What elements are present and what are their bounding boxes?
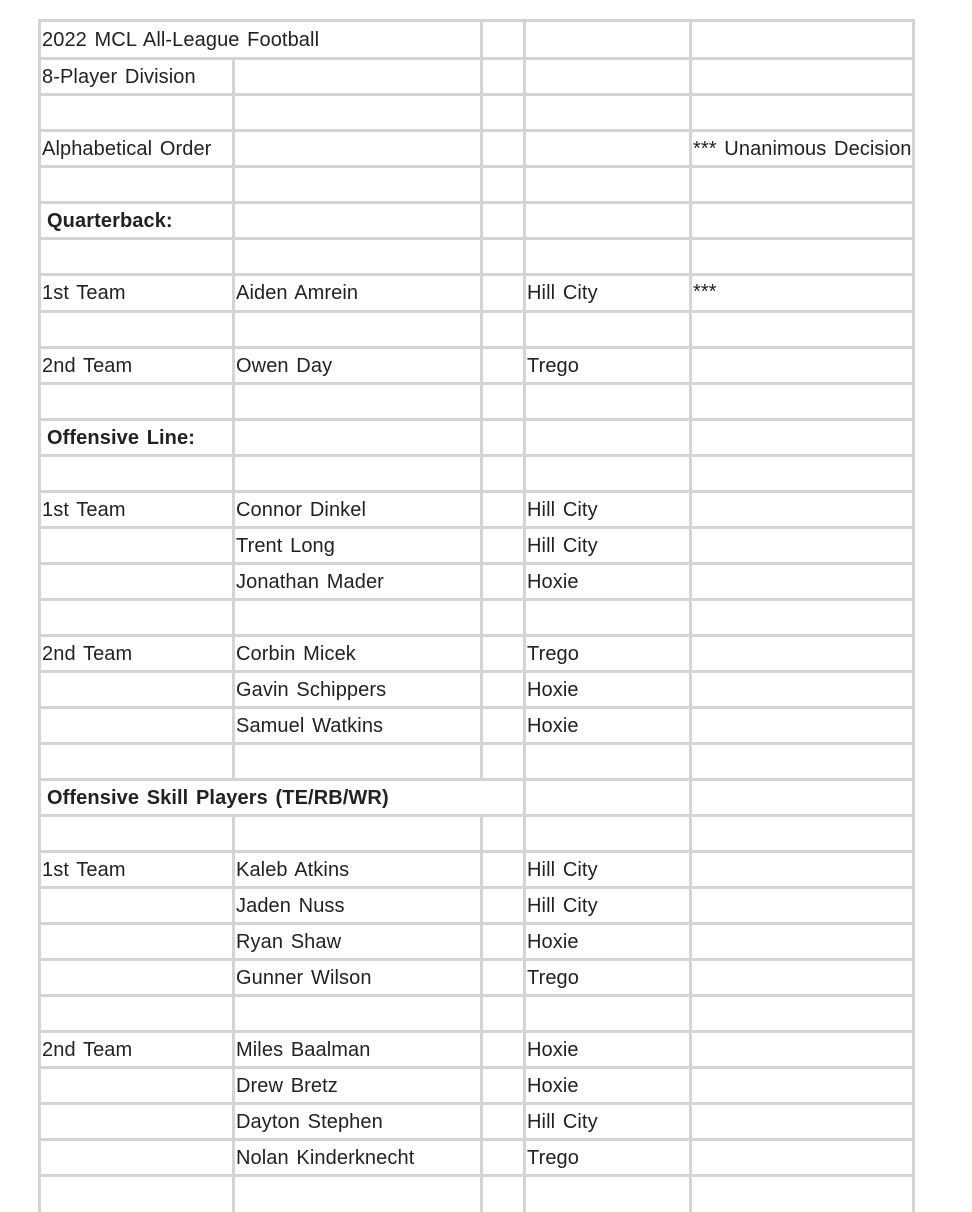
empty-cell[interactable]	[525, 384, 691, 420]
unanimous-legend: *** Unanimous Decision	[693, 137, 912, 160]
player-name: Nolan Kinderknecht	[236, 1146, 415, 1169]
team-label: 1st Team	[42, 498, 126, 521]
school-name: Hoxie	[527, 930, 579, 953]
empty-cell[interactable]	[40, 600, 234, 636]
empty-cell[interactable]	[691, 167, 914, 203]
empty-cell[interactable]	[691, 312, 914, 348]
empty-cell[interactable]	[234, 816, 482, 852]
empty-cell[interactable]	[691, 780, 914, 816]
empty-cell[interactable]	[691, 1032, 914, 1068]
empty-cell[interactable]	[525, 95, 691, 131]
player-name-cell[interactable]	[234, 528, 482, 564]
empty-cell[interactable]	[40, 1068, 234, 1104]
empty-cell[interactable]	[482, 312, 525, 348]
empty-cell[interactable]	[40, 95, 234, 131]
empty-cell[interactable]	[691, 384, 914, 420]
team-label-cell[interactable]	[40, 1032, 234, 1068]
table-row	[40, 672, 914, 708]
legend-cell[interactable]	[691, 131, 914, 167]
division-label: 8-Player Division	[42, 65, 196, 88]
empty-cell[interactable]	[40, 456, 234, 492]
order-note: Alphabetical Order	[42, 137, 212, 160]
empty-cell[interactable]	[691, 1176, 914, 1212]
player-name: Jaden Nuss	[236, 894, 345, 917]
school-cell[interactable]	[525, 1068, 691, 1104]
empty-cell[interactable]	[482, 924, 525, 960]
school-cell[interactable]	[525, 708, 691, 744]
empty-cell[interactable]	[525, 203, 691, 239]
school-cell[interactable]	[525, 636, 691, 672]
team-label-cell[interactable]	[40, 275, 234, 312]
school-name: Trego	[527, 1146, 580, 1169]
section-heading-quarterback: Quarterback:	[47, 209, 173, 232]
table-row	[40, 888, 914, 924]
empty-cell[interactable]	[691, 59, 914, 95]
empty-cell[interactable]	[482, 744, 525, 780]
empty-cell[interactable]	[691, 636, 914, 672]
empty-cell[interactable]	[691, 852, 914, 888]
player-name: Miles Baalman	[236, 1038, 371, 1061]
empty-cell[interactable]	[40, 239, 234, 275]
empty-cell[interactable]	[525, 131, 691, 167]
empty-cell[interactable]	[482, 131, 525, 167]
player-name: Aiden Amrein	[236, 282, 359, 304]
order-note-cell[interactable]	[40, 131, 234, 167]
empty-cell[interactable]	[482, 672, 525, 708]
school-cell[interactable]	[525, 960, 691, 996]
empty-cell[interactable]	[691, 1068, 914, 1104]
empty-cell[interactable]	[482, 348, 525, 384]
player-name-cell[interactable]	[234, 1068, 482, 1104]
player-name: Gunner Wilson	[236, 966, 372, 989]
empty-cell[interactable]	[234, 131, 482, 167]
empty-cell[interactable]	[482, 492, 525, 528]
empty-cell[interactable]	[691, 924, 914, 960]
school-cell[interactable]	[525, 275, 691, 312]
unanimous-mark-cell[interactable]	[691, 275, 914, 312]
table-row	[40, 1032, 914, 1068]
school-name: Hill City	[527, 858, 598, 881]
empty-cell[interactable]	[482, 239, 525, 275]
empty-cell[interactable]	[40, 528, 234, 564]
player-name-cell[interactable]	[234, 564, 482, 600]
player-name: Drew Bretz	[236, 1074, 338, 1097]
school-name: Trego	[527, 354, 580, 377]
empty-cell[interactable]	[40, 564, 234, 600]
table-row	[40, 1140, 914, 1176]
empty-cell[interactable]	[40, 924, 234, 960]
player-name: Connor Dinkel	[236, 498, 367, 521]
empty-cell[interactable]	[482, 21, 525, 59]
empty-cell[interactable]	[525, 59, 691, 95]
empty-cell[interactable]	[40, 960, 234, 996]
empty-cell[interactable]	[40, 816, 234, 852]
empty-cell[interactable]	[234, 600, 482, 636]
empty-cell[interactable]	[691, 816, 914, 852]
empty-cell[interactable]	[482, 420, 525, 456]
table-row	[40, 924, 914, 960]
empty-cell[interactable]	[691, 348, 914, 384]
empty-cell[interactable]	[525, 239, 691, 275]
team-label-cell[interactable]	[40, 492, 234, 528]
empty-cell[interactable]	[234, 744, 482, 780]
empty-cell[interactable]	[40, 167, 234, 203]
school-cell[interactable]	[525, 924, 691, 960]
empty-cell[interactable]	[691, 528, 914, 564]
empty-cell[interactable]	[691, 1104, 914, 1140]
empty-cell[interactable]	[525, 420, 691, 456]
school-name: Hill City	[527, 498, 598, 521]
document-title: 2022 MCL All-League Football	[42, 28, 320, 51]
empty-cell[interactable]	[234, 384, 482, 420]
school-cell[interactable]	[525, 1140, 691, 1176]
player-name-cell[interactable]	[234, 672, 482, 708]
division-cell[interactable]	[40, 59, 234, 95]
player-name-cell[interactable]	[234, 1032, 482, 1068]
empty-cell[interactable]	[482, 888, 525, 924]
school-cell[interactable]	[525, 492, 691, 528]
empty-cell[interactable]	[691, 708, 914, 744]
empty-cell[interactable]	[525, 21, 691, 59]
empty-cell[interactable]	[482, 960, 525, 996]
empty-cell[interactable]	[691, 672, 914, 708]
empty-cell[interactable]	[40, 708, 234, 744]
empty-cell[interactable]	[482, 1140, 525, 1176]
empty-cell[interactable]	[691, 600, 914, 636]
empty-cell[interactable]	[691, 456, 914, 492]
table-row	[40, 492, 914, 528]
empty-cell[interactable]	[691, 960, 914, 996]
school-cell[interactable]	[525, 672, 691, 708]
empty-cell[interactable]	[691, 239, 914, 275]
empty-cell[interactable]	[234, 203, 482, 239]
player-name: Jonathan Mader	[236, 570, 384, 593]
player-name: Gavin Schippers	[236, 678, 387, 701]
empty-cell[interactable]	[691, 203, 914, 239]
empty-cell[interactable]	[40, 888, 234, 924]
table-row	[40, 1104, 914, 1140]
empty-cell[interactable]	[525, 167, 691, 203]
school-name: Hill City	[527, 894, 598, 917]
table-row	[40, 852, 914, 888]
team-label: 2nd Team	[42, 354, 133, 377]
section-heading-cell[interactable]	[40, 420, 234, 456]
empty-cell[interactable]	[482, 275, 525, 312]
empty-cell[interactable]	[482, 852, 525, 888]
empty-cell[interactable]	[40, 1176, 234, 1212]
school-name: Trego	[527, 642, 580, 665]
player-name: Samuel Watkins	[236, 714, 384, 737]
player-name-cell[interactable]	[234, 1104, 482, 1140]
player-name-cell[interactable]	[234, 275, 482, 312]
table-row	[40, 348, 914, 384]
empty-cell[interactable]	[234, 59, 482, 95]
all-league-spreadsheet	[38, 19, 915, 1212]
empty-cell[interactable]	[234, 95, 482, 131]
empty-cell[interactable]	[40, 996, 234, 1032]
school-cell[interactable]	[525, 564, 691, 600]
empty-cell[interactable]	[525, 600, 691, 636]
table-row	[40, 636, 914, 672]
empty-cell[interactable]	[525, 312, 691, 348]
team-label: 2nd Team	[42, 1038, 133, 1061]
empty-cell[interactable]	[482, 384, 525, 420]
player-name-cell[interactable]	[234, 492, 482, 528]
empty-cell[interactable]	[482, 996, 525, 1032]
table-row	[40, 528, 914, 564]
empty-cell[interactable]	[691, 420, 914, 456]
team-label: 2nd Team	[42, 642, 133, 665]
empty-cell[interactable]	[234, 996, 482, 1032]
player-name: Owen Day	[236, 354, 333, 377]
player-name: Ryan Shaw	[236, 930, 342, 953]
empty-cell[interactable]	[482, 95, 525, 131]
empty-cell[interactable]	[482, 708, 525, 744]
player-name: Dayton Stephen	[236, 1110, 383, 1133]
player-name: Kaleb Atkins	[236, 858, 350, 881]
section-heading-cell[interactable]	[40, 780, 525, 816]
player-name-cell[interactable]	[234, 708, 482, 744]
empty-cell[interactable]	[234, 239, 482, 275]
table-row	[40, 1068, 914, 1104]
empty-cell[interactable]	[482, 1104, 525, 1140]
empty-cell[interactable]	[482, 600, 525, 636]
team-label-cell[interactable]	[40, 852, 234, 888]
empty-cell[interactable]	[482, 1068, 525, 1104]
player-name-cell[interactable]	[234, 348, 482, 384]
empty-cell[interactable]	[482, 1176, 525, 1212]
empty-cell[interactable]	[482, 564, 525, 600]
empty-cell[interactable]	[40, 744, 234, 780]
empty-cell[interactable]	[482, 1032, 525, 1068]
school-name: Hill City	[527, 282, 598, 304]
section-heading-cell[interactable]	[40, 203, 234, 239]
empty-cell[interactable]	[525, 1176, 691, 1212]
school-cell[interactable]	[525, 528, 691, 564]
empty-cell[interactable]	[234, 456, 482, 492]
player-name-cell[interactable]	[234, 1140, 482, 1176]
unanimous-mark: ***	[693, 281, 717, 303]
school-name: Hoxie	[527, 714, 579, 737]
empty-cell[interactable]	[482, 167, 525, 203]
team-label-cell[interactable]	[40, 348, 234, 384]
team-label-cell[interactable]	[40, 636, 234, 672]
empty-cell[interactable]	[482, 456, 525, 492]
school-name: Hoxie	[527, 678, 579, 701]
empty-cell[interactable]	[691, 744, 914, 780]
document-title-cell[interactable]	[40, 21, 482, 59]
empty-cell[interactable]	[691, 564, 914, 600]
school-name: Trego	[527, 966, 580, 989]
school-name: Hoxie	[527, 1074, 579, 1097]
empty-cell[interactable]	[691, 888, 914, 924]
empty-cell[interactable]	[40, 312, 234, 348]
empty-cell[interactable]	[525, 780, 691, 816]
school-cell[interactable]	[525, 1032, 691, 1068]
school-name: Hill City	[527, 1110, 598, 1133]
player-name-cell[interactable]	[234, 852, 482, 888]
school-name: Hill City	[527, 534, 598, 557]
empty-cell[interactable]	[234, 1176, 482, 1212]
team-label: 1st Team	[42, 858, 126, 881]
table-row	[40, 960, 914, 996]
empty-cell[interactable]	[234, 167, 482, 203]
school-name: Hoxie	[527, 570, 579, 593]
player-name: Corbin Micek	[236, 642, 356, 665]
empty-cell[interactable]	[234, 312, 482, 348]
table-row	[40, 708, 914, 744]
team-label: 1st Team	[42, 282, 126, 304]
empty-cell[interactable]	[525, 456, 691, 492]
table-row	[40, 564, 914, 600]
section-heading-offensive-line: Offensive Line:	[47, 426, 195, 449]
empty-cell[interactable]	[40, 384, 234, 420]
player-name: Trent Long	[236, 534, 335, 557]
section-heading-offensive-skill-players: Offensive Skill Players (TE/RB/WR)	[47, 786, 389, 809]
empty-cell[interactable]	[40, 672, 234, 708]
empty-cell[interactable]	[482, 636, 525, 672]
empty-cell[interactable]	[40, 1104, 234, 1140]
school-cell[interactable]	[525, 1104, 691, 1140]
empty-cell[interactable]	[691, 95, 914, 131]
empty-cell[interactable]	[482, 203, 525, 239]
empty-cell[interactable]	[482, 816, 525, 852]
empty-cell[interactable]	[691, 996, 914, 1032]
player-name-cell[interactable]	[234, 888, 482, 924]
empty-cell[interactable]	[234, 420, 482, 456]
school-cell[interactable]	[525, 348, 691, 384]
empty-cell[interactable]	[691, 492, 914, 528]
empty-cell[interactable]	[525, 744, 691, 780]
empty-cell[interactable]	[525, 816, 691, 852]
school-cell[interactable]	[525, 888, 691, 924]
player-name-cell[interactable]	[234, 924, 482, 960]
empty-cell[interactable]	[40, 1140, 234, 1176]
empty-cell[interactable]	[691, 21, 914, 59]
player-name-cell[interactable]	[234, 636, 482, 672]
table-row	[40, 275, 914, 312]
empty-cell[interactable]	[482, 59, 525, 95]
empty-cell[interactable]	[525, 996, 691, 1032]
player-name-cell[interactable]	[234, 960, 482, 996]
empty-cell[interactable]	[482, 528, 525, 564]
school-name: Hoxie	[527, 1038, 579, 1061]
school-cell[interactable]	[525, 852, 691, 888]
empty-cell[interactable]	[691, 1140, 914, 1176]
